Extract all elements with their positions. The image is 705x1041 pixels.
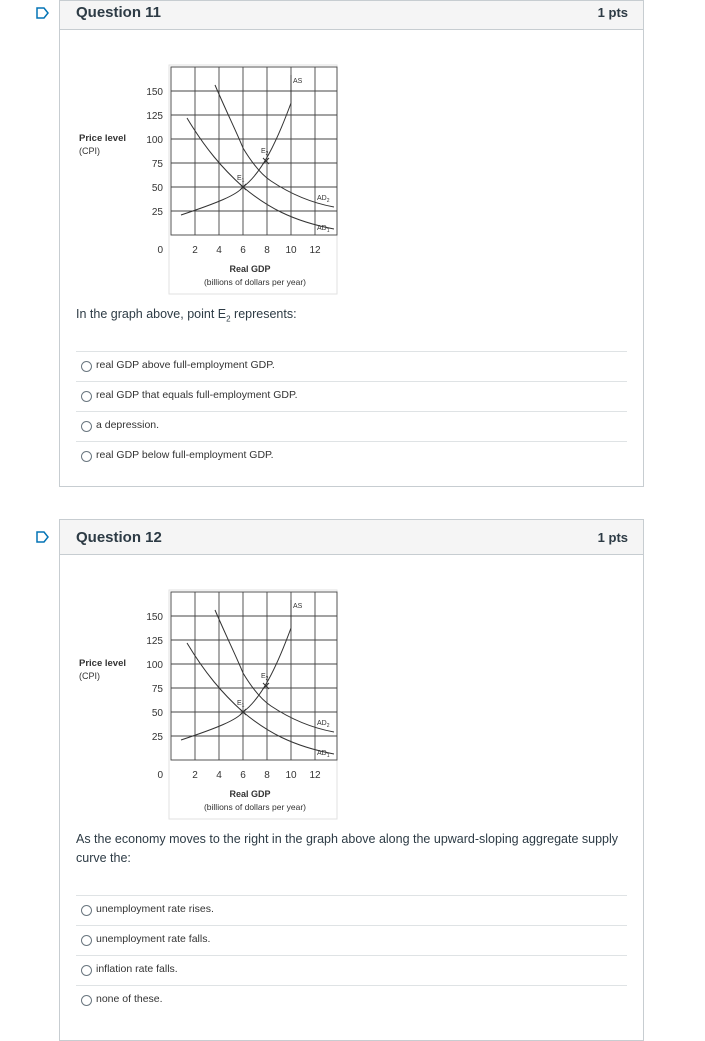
y-tick-label: 25 <box>151 732 163 743</box>
question-text: In the graph above, point $E_2$ represents: <box>76 307 297 324</box>
question-12-card <box>59 519 644 1041</box>
radio-button[interactable] <box>81 965 92 976</box>
x-axis-label: Real GDP <box>229 789 271 799</box>
answer-option[interactable] <box>76 985 627 1015</box>
question-11-card <box>59 0 644 487</box>
answer-list <box>76 351 627 471</box>
answer-label: none of these. <box>96 993 163 1005</box>
question-11-header <box>60 1 643 30</box>
as-label: AS <box>293 603 303 610</box>
point-e1-label: $E_1$ <box>237 700 245 709</box>
y-tick-label: 75 <box>151 684 163 695</box>
x-tick-label: 8 <box>264 245 270 256</box>
question-points: 1 pts <box>597 5 628 20</box>
answer-option[interactable] <box>76 381 627 411</box>
x-axis-sublabel: (billions of dollars per year) <box>203 802 307 812</box>
answer-label: unemployment rate falls. <box>96 933 211 945</box>
radio-button[interactable] <box>81 995 92 1006</box>
point-e2-label: $E_2$ <box>261 673 269 682</box>
graph-frame <box>169 590 337 819</box>
y-tick-labels <box>146 612 163 781</box>
radio-button[interactable] <box>81 451 92 462</box>
origin-label: 0 <box>157 770 163 781</box>
question-flag-icon[interactable] <box>36 7 50 19</box>
answer-option[interactable] <box>76 895 627 925</box>
x-tick-label: 12 <box>309 245 321 256</box>
y-tick-label: 50 <box>151 708 163 719</box>
y-tick-label: 125 <box>146 111 163 122</box>
answer-label: a depression. <box>96 419 160 431</box>
y-tick-label: 75 <box>151 159 163 170</box>
x-tick-label: 12 <box>309 770 321 781</box>
answer-label: unemployment rate rises. <box>96 903 214 915</box>
y-axis-label: Price level <box>79 658 127 669</box>
y-axis-label: Price level <box>79 133 127 144</box>
ad1-label: $AD_1$ <box>317 225 330 234</box>
x-tick-label: 6 <box>240 770 246 781</box>
y-tick-label: 50 <box>151 183 163 194</box>
x-tick-label: 10 <box>285 770 297 781</box>
x-tick-label: 4 <box>216 245 222 256</box>
answer-label: real GDP above full-employment GDP. <box>96 359 275 371</box>
answer-label: real GDP below full-employment GDP. <box>96 449 274 461</box>
as-label: AS <box>293 78 303 85</box>
question-title: Question 12 <box>76 529 162 546</box>
question-text: As the economy moves to the right in the graph above along the upward-sloping aggregate supply curve the: <box>76 832 619 865</box>
ad2-curve <box>215 85 334 207</box>
question-flag-icon[interactable] <box>36 531 50 543</box>
ad1-curve <box>187 643 334 754</box>
question-title: Question 11 <box>76 4 162 21</box>
answer-option[interactable] <box>76 411 627 441</box>
ad-as-graph <box>77 63 341 295</box>
origin-label: 0 <box>157 245 163 256</box>
ad-as-graph <box>77 588 341 820</box>
x-tick-label: 8 <box>264 770 270 781</box>
radio-button[interactable] <box>81 905 92 916</box>
y-tick-label: 150 <box>146 87 163 98</box>
radio-button[interactable] <box>81 935 92 946</box>
y-tick-label: 125 <box>146 636 163 647</box>
radio-button[interactable] <box>81 361 92 372</box>
x-tick-labels <box>192 770 321 781</box>
answer-label: real GDP that equals full-employment GDP. <box>96 389 298 401</box>
y-axis-sublabel: (CPI) <box>79 671 100 681</box>
x-tick-label: 10 <box>285 245 297 256</box>
answer-list <box>76 895 627 1015</box>
y-tick-label: 100 <box>146 660 163 671</box>
answer-option[interactable] <box>76 351 627 381</box>
radio-button[interactable] <box>81 391 92 402</box>
y-tick-label: 150 <box>146 612 163 623</box>
x-tick-label: 6 <box>240 245 246 256</box>
answer-option[interactable] <box>76 955 627 985</box>
x-tick-label: 2 <box>192 245 198 256</box>
x-tick-label: 4 <box>216 770 222 781</box>
y-axis-sublabel: (CPI) <box>79 146 100 156</box>
answer-label: inflation rate falls. <box>96 963 178 975</box>
point-e2-label: $E_2$ <box>261 148 269 157</box>
radio-button[interactable] <box>81 421 92 432</box>
y-tick-labels <box>146 87 163 256</box>
graph-frame <box>169 65 337 294</box>
question-points: 1 pts <box>597 530 628 545</box>
as-curve <box>181 600 291 740</box>
x-axis-sublabel: (billions of dollars per year) <box>203 277 307 287</box>
x-axis-label: Real GDP <box>229 264 271 274</box>
question-12-header <box>60 520 643 555</box>
point-e1-label: $E_1$ <box>237 175 245 184</box>
y-tick-label: 25 <box>151 207 163 218</box>
ad2-label: $AD_2$ <box>317 195 330 204</box>
ad1-label: $AD_1$ <box>317 750 330 759</box>
y-tick-label: 100 <box>146 135 163 146</box>
ad2-curve <box>215 610 334 732</box>
answer-option[interactable] <box>76 441 627 471</box>
as-curve <box>181 75 291 215</box>
ad2-label: $AD_2$ <box>317 720 330 729</box>
x-tick-label: 2 <box>192 770 198 781</box>
ad1-curve <box>187 118 334 229</box>
x-tick-labels <box>192 245 321 256</box>
answer-option[interactable] <box>76 925 627 955</box>
